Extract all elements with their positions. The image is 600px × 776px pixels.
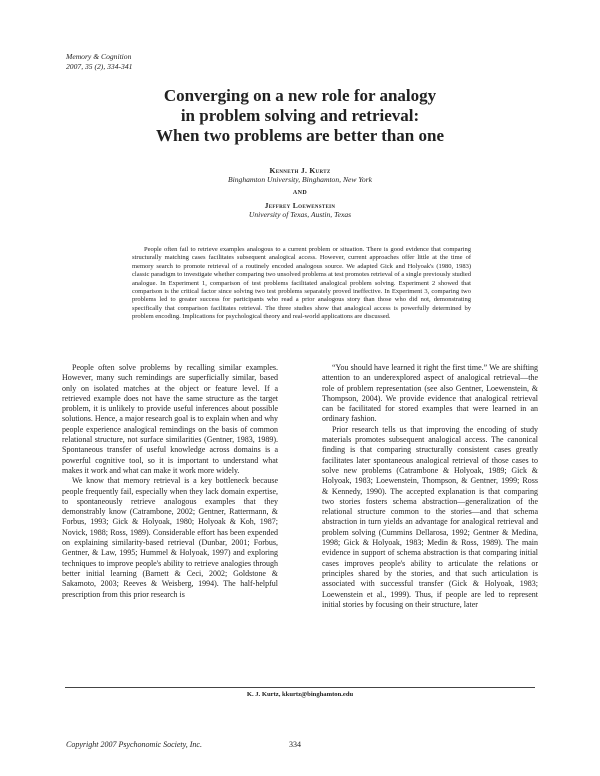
- body-paragraph: We know that memory retrieval is a key bottleneck because people frequently fail, especially when they lack domain expertise, to spontaneously retrieve analogous examples that they demonstrably know (Catrambone, 2002; Gentner, Rattermann, & Forbus, 1993; Gick & Holyoak, 1980; Holyoak & Koh, 1987; Novick, 1988; Ross, 1989). Considerable effort has been expended on explaining similarity-based retrieval (Dunbar, 2001; Forbus, Gentner, & Law, 1995; Hummel & Holyoak, 1997) and exploring techniques to improve people's ability to retrieve analogies through better initial learning (Barnett & Ceci, 2002; Goldstone & Sakamoto, 2003; Reeves & Weisberg, 1994). The half-helpful prescription from this prior research is: [62, 476, 278, 599]
- body-column-left: [62, 363, 278, 600]
- author-affiliation-2: University of Texas, Austin, Texas: [248, 210, 352, 219]
- correspondence-email: K. J. Kurtz, kkurtz@binghamton.edu: [246, 691, 354, 698]
- body-column-right: [322, 363, 538, 610]
- footnote-divider: [65, 687, 535, 688]
- paper-title: [60, 86, 540, 146]
- author-name-2: Jeffrey Loewenstein: [264, 201, 336, 210]
- abstract: People often fail to retrieve examples analogous to a current problem or situation. There is good evidence that comparing structurally matching cases facilitates subsequent analogical access. However, current approaches offer little at the time of memory search to promote retrieval of a routinely encoded analogous source. We adapted Gick and Holyoak's (1980, 1983) classic paradigm to investigate whether comparing two unsolved problems at test promotes retrieval of a single previously studied analogue. In Experiment 1, comparison of test problems facilitated analogical problem solving. Experiment 2 showed that comparison is the critical factor since solving two test problems separately proved ineffective. In Experiment 3, comparing two problems led to greater success for participants who read a prior analogous story than those who did not, demonstrating specifically that comparison facilitates retrieval. The three studies show that analogical access is powerfully determined by problem encoding. Implications for psychological theory and real-world applications are discussed.: [132, 246, 471, 321]
- author-separator: AND: [292, 190, 308, 196]
- body-paragraph: Prior research tells us that improving the encoding of study materials promotes subsequent analogical access. The canonical finding is that comparing structurally consistent cases greatly facilitates later spontaneous analogical retrieval of those cases to solve new problems (Catrambone & Holyoak, 1989; Gick & Holyoak, 1983; Loewenstein, Thompson, & Gentner, 1999; Ross & Kennedy, 1990). The accepted explanation is that comparing two stories fosters schema abstraction—generalization of the relational structure common to the stories—and that schema abstraction in turn yields an advantage for analogical retrieval and problem solving (Cummins Dellarosa, 1992; Gentner & Medina, 1998; Gick & Holyoak, 1983; Medin & Ross, 1989). The main evidence in support of schema abstraction is that comparing initial cases improves people's ability to articulate the relations or principles shared by the stories, and that such articulation is associated with successful transfer (Gick & Holyoak, 1983; Loewenstein et al., 1999). Thus, if people are led to represent initial stories by focusing on their structure, later: [322, 424, 538, 609]
- copyright-notice: Copyright 2007 Psychonomic Society, Inc.: [66, 740, 202, 749]
- journal-citation: 2007, 35 (2), 334-341: [66, 62, 133, 71]
- body-paragraph: “You should have learned it right the first time.” We are shifting attention to an underexplored aspect of analogical retrieval—the role of problem representation (see also Gentner, Loewenstein, & Thompson, 2004). We provide evidence that analogical retrieval can be facilitated for stored examples that were learned in an ordinary fashion.: [322, 363, 538, 424]
- journal-header: [66, 52, 132, 72]
- title-line-3: When two problems are better than one: [155, 126, 445, 145]
- author-affiliation-1: Binghamton University, Binghamton, New York: [228, 175, 372, 184]
- author-name-1: Kenneth J. Kurtz: [269, 166, 331, 175]
- body-paragraph: People often solve problems by recalling similar examples. However, many such remindings are superficially similar, based only on isolated matches at the object or feature level. If a retrieved example does not have the same structure as the target problem, it is unlikely to provide useful inferences about possible solutions. Hence, a major research goal is to explain when and why people experience analogical remindings on the basis of common relational structure, not surface similarities (Gentner, 1983, 1989). Spontaneous transfer of useful knowledge across domains is a powerful cognitive tool, so it is important to understand what makes it work and what can make it work more widely.: [62, 363, 278, 475]
- journal-name: Memory & Cognition: [66, 52, 132, 61]
- title-line-2: in problem solving and retrieval:: [180, 106, 420, 125]
- page-number: 334: [289, 740, 301, 749]
- title-line-1: Converging on a new role for analogy: [163, 86, 437, 105]
